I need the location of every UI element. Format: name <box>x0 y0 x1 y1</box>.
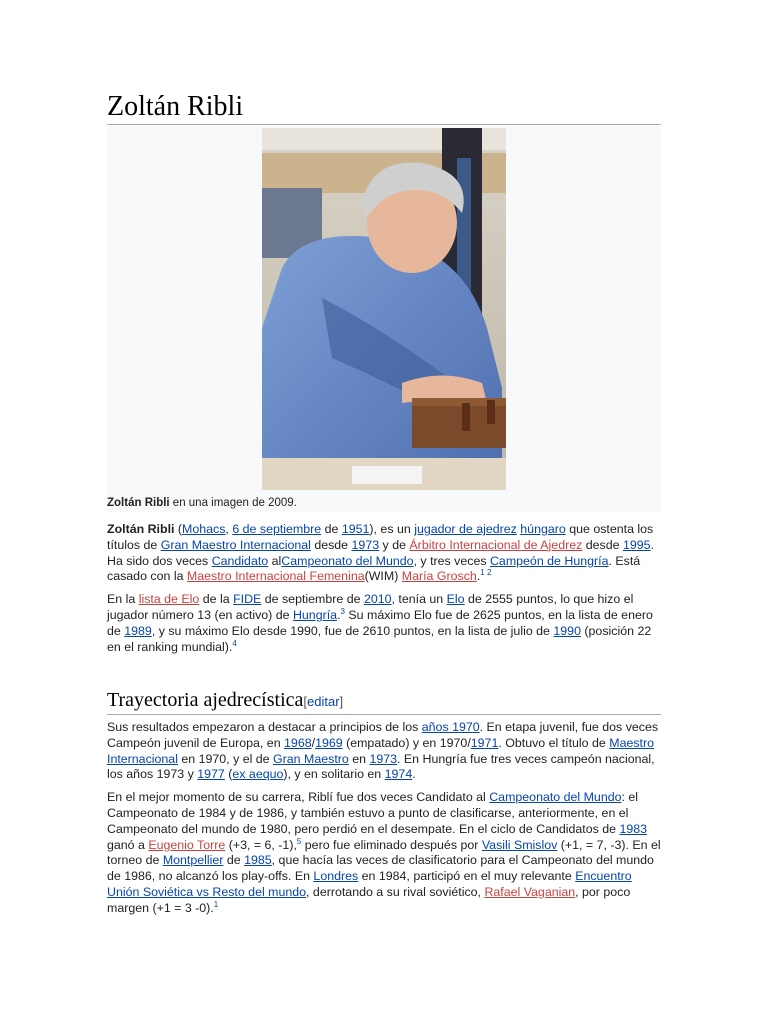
text: (WIM) <box>364 569 402 584</box>
link-1951[interactable]: 1951 <box>341 522 370 536</box>
link-mohacs[interactable]: Mohacs <box>182 522 226 536</box>
link-2010[interactable]: 2010 <box>363 592 392 607</box>
link-hungaro[interactable]: húngaro <box>520 522 566 536</box>
text: / <box>311 735 316 750</box>
text: (posición 22 en el ranking mundial). <box>107 623 652 654</box>
text: que ostenta los títulos de <box>107 522 654 552</box>
text: . En Hungría fue tres veces campeón nacional, los años 1973 y <box>107 751 655 782</box>
link-1995[interactable]: 1995 <box>622 537 651 552</box>
section-heading <box>107 688 661 715</box>
link-hungria[interactable]: Hungría <box>292 607 338 622</box>
caption-text: en una imagen de 2009. <box>169 497 297 509</box>
text: , que hacía las veces de clasificatorio para el Campeonato del mundo de 1986, no alcanzó los play-offs. En <box>107 853 654 884</box>
text: , y tres veces <box>413 553 490 568</box>
paragraph-candidates <box>107 790 661 916</box>
link-1974[interactable]: 1974 <box>384 767 413 782</box>
link-1973[interactable]: 1973 <box>369 751 398 766</box>
link-ex-aequo[interactable]: ex aequo <box>232 767 284 782</box>
link-1983[interactable]: 1983 <box>619 821 648 836</box>
link-londres[interactable]: Londres <box>313 869 359 884</box>
link-eugenio-torre[interactable]: Eugenio Torre <box>148 837 226 852</box>
link-1968[interactable]: 1968 <box>284 735 312 750</box>
bracket: ] <box>339 694 344 709</box>
image-caption <box>107 497 297 509</box>
link-1969[interactable]: 1969 <box>315 735 343 750</box>
link-gm[interactable]: Gran Maestro <box>273 751 349 766</box>
link-encuentro[interactable]: Encuentro Unión Soviética vs Resto del mundo <box>107 869 632 899</box>
text: , derrotando a su rival soviético, <box>306 884 485 899</box>
text: ), es un <box>369 522 415 536</box>
text: . En etapa juvenil, fue dos veces Campeón juvenil de Europa, en <box>107 720 659 750</box>
link-campeonato-mundo[interactable]: Campeonato del Mundo <box>489 790 622 805</box>
text: , <box>225 522 233 536</box>
link-1985[interactable]: 1985 <box>244 853 272 868</box>
link-mi[interactable]: Maestro Internacional <box>107 735 655 766</box>
text: . <box>412 767 416 782</box>
text: en 1984, participó en el muy relevante <box>358 869 576 884</box>
link-1989[interactable]: 1989 <box>124 623 152 638</box>
edit-section <box>303 694 343 709</box>
reference-link[interactable]: 4 <box>232 638 237 648</box>
reference-link[interactable]: 3 <box>340 606 345 616</box>
link-date[interactable]: 6 de septiembre <box>232 522 322 536</box>
text: , y su máximo Elo desde 1990, fue de 2610 puntos, en la lista de julio de <box>151 623 554 638</box>
text: Sus resultados empezaron a destacar a principios de los <box>107 720 422 734</box>
link-mif[interactable]: Maestro Internacional Femenina <box>186 569 365 584</box>
text: Su máximo Elo fue de 2625 puntos, en la lista de enero de <box>107 607 653 638</box>
link-gmi[interactable]: Gran Maestro Internacional <box>160 537 311 552</box>
link-lista-elo[interactable]: lista de Elo <box>138 592 200 607</box>
subject-name: Zoltán Ribli <box>107 522 175 536</box>
intro-section <box>107 522 661 662</box>
text: . Ha sido dos veces <box>107 537 654 568</box>
portrait-photo[interactable] <box>262 128 506 490</box>
edit-link[interactable]: editar <box>307 694 340 709</box>
text: de 2555 puntos, lo que hizo el jugador número 13 (en activo) de <box>107 592 634 622</box>
text: (+1, = 7, -3). En el torneo de <box>107 837 661 868</box>
text: y de <box>379 537 410 552</box>
infobox-image <box>107 126 661 512</box>
text: de la <box>199 592 234 607</box>
link-1971[interactable]: 1971 <box>470 735 499 750</box>
link-1973[interactable]: 1973 <box>351 537 380 552</box>
link-candidato[interactable]: Candidato <box>211 553 269 568</box>
link-campeonato-mundo[interactable]: Campeonato del Mundo <box>281 553 414 568</box>
text: . Obtuvo el título de <box>498 735 610 750</box>
text: ganó a <box>107 837 149 852</box>
text: de <box>321 522 342 536</box>
text: . Está casado con la <box>107 553 641 584</box>
text: al <box>268 553 282 568</box>
text: de septiembre de <box>261 592 364 607</box>
text: En el mejor momento de su carrera, Riblí fue dos veces Candidato al <box>107 790 490 805</box>
link-smislov[interactable]: Vasili Smislov <box>481 837 558 852</box>
text: . <box>476 569 481 584</box>
reference-link[interactable]: 1 2 <box>480 568 492 578</box>
text: desde <box>582 537 623 552</box>
text: ( <box>224 767 233 782</box>
link-maria-grosch[interactable]: María Grosch <box>401 569 477 584</box>
text: . <box>337 607 341 622</box>
link-elo[interactable]: Elo <box>446 592 465 607</box>
paragraph-elo <box>107 592 661 655</box>
link-1990[interactable]: 1990 <box>553 623 581 638</box>
text: pero fue eliminado después por <box>301 837 482 852</box>
link-70s[interactable]: años 1970 <box>421 720 480 734</box>
link-1977[interactable]: 1977 <box>197 767 225 782</box>
text: , por poco margen (+1 = 3 -0). <box>107 884 631 915</box>
paragraph-intro <box>107 522 661 585</box>
reference-link[interactable]: 1 <box>213 899 219 909</box>
text: ), y en solitario en <box>283 767 385 782</box>
link-fide[interactable]: FIDE <box>233 592 262 607</box>
link-vaganian[interactable]: Rafael Vaganian <box>484 884 576 899</box>
reference-link[interactable]: 5 <box>296 836 302 846</box>
text: ( <box>174 522 183 536</box>
bracket: [ <box>303 694 308 709</box>
text: en 1970, y el de <box>177 751 274 766</box>
text: en <box>348 751 370 766</box>
text: : el Campeonato de 1984 y de 1986, y también estuvo a punto de clasificarse, anteriormente, en el Campeonato del mundo de 1980, pero perdió en el desempate. En el ciclo de Candidatos de <box>107 790 639 836</box>
text: En la <box>107 592 139 607</box>
page-title: Zoltán Ribli <box>107 90 661 125</box>
text: desde <box>310 537 352 552</box>
text: (+3, = 6, -1), <box>225 837 297 852</box>
career-section <box>107 720 661 924</box>
text: de <box>223 853 245 868</box>
link-jugador[interactable]: jugador de ajedrez <box>414 522 517 536</box>
section-title: Trayectoria ajedrecística <box>107 689 304 711</box>
link-campeon-hungria[interactable]: Campeón de Hungría <box>489 553 609 568</box>
link-arbitro[interactable]: Árbitro Internacional de Ajedrez <box>409 537 583 552</box>
link-montpellier[interactable]: Montpellier <box>162 853 224 868</box>
caption-bold: Zoltán Ribli <box>107 497 170 509</box>
text: (empatado) y en 1970/ <box>342 735 471 750</box>
paragraph-results <box>107 720 661 783</box>
text: , tenía un <box>391 592 447 607</box>
